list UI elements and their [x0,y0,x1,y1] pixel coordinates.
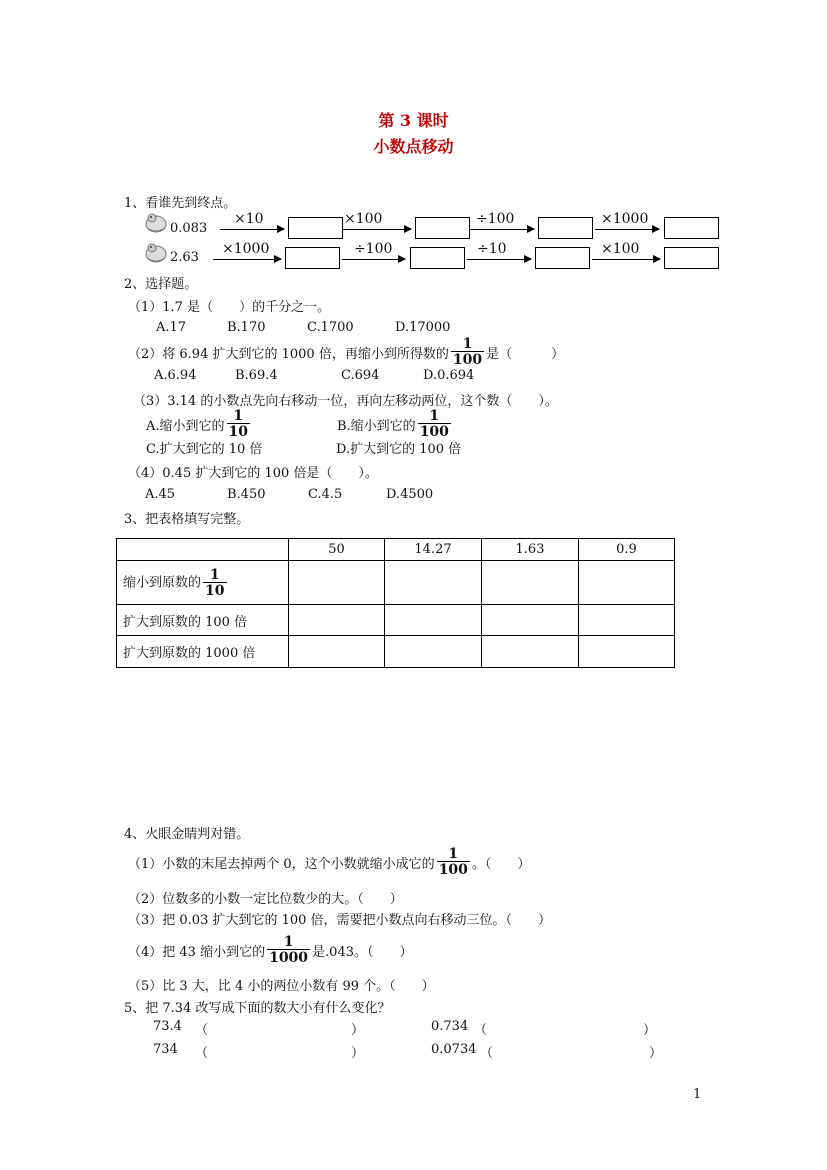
q4-s1-answer[interactable]: 。（ ） [471,856,531,872]
q2-p4-opt-a[interactable]: A.45 [145,487,176,502]
fraction: $\frac{1}{100}$ [452,336,483,368]
animal-icon [143,240,169,264]
fraction: $\frac{1}{100}$ [419,408,449,440]
table-row [117,605,675,636]
q2-p4-stem: （4）0.45 扩大到它的 100 倍是（ ）。 [128,466,378,481]
op-2-3: ÷10 [477,241,507,257]
answer-cell[interactable] [482,605,579,636]
answer-box-1-4[interactable] [664,217,719,239]
fraction: $\frac{1}{100}$ [438,846,468,878]
answer-cell[interactable] [289,636,385,668]
fraction: $\frac{1}{10}$ [205,566,225,599]
q2-p2-opt-d[interactable]: D.0.694 [423,368,475,383]
op-1-2: ×100 [344,211,383,227]
answer-box-2-3[interactable] [535,247,590,269]
q2-p2-stem-a: （2）将 6.94 扩大到它的 1000 倍，再缩小到所得数的 [128,346,449,362]
q2-p3-opt-b[interactable] [337,406,453,442]
answer-box-2-4[interactable] [664,247,719,269]
arrow-2-2 [342,259,405,260]
q5-num: 0.734 [431,1019,469,1034]
q2-p1-stem: （1）1.7 是（ ）的千分之一。 [128,300,331,315]
animal-icon [143,210,169,234]
arrow-1-4 [595,229,659,230]
q2-p2-stem-b: 是（ ） [486,346,565,362]
start-value-2: 2.63 [170,250,199,265]
q4-s5[interactable]: （5）比 3 大，比 4 小的两位小数有 99 个。（ ） [128,979,435,994]
q2-p3-opt-a[interactable] [146,406,252,442]
table-row [117,636,675,668]
table-header-row [117,539,675,561]
q2-p1-opt-c[interactable]: C.1700 [307,320,354,335]
q2-p1-opt-a[interactable]: A.17 [156,320,187,335]
table-row [117,561,675,605]
q4-s4-answer[interactable]: 是.043。（ ） [312,944,413,960]
answer-cell[interactable] [289,561,385,605]
q4-s4-text: （4）把 43 缩小到它的 [128,944,266,960]
answer-box-2-2[interactable] [410,247,465,269]
q4-s3[interactable]: （3）把 0.03 扩大到它的 100 倍，需要把小数点向右移动三位。（ ） [128,913,552,928]
column-header: 0.9 [579,539,675,561]
q5-answer-blank[interactable]: （ ） [480,1046,663,1061]
q4-s4 [128,930,413,970]
answer-box-1-3[interactable] [538,217,593,239]
answer-cell[interactable] [385,605,482,636]
topic-title: 小数点移动 [373,137,454,156]
q4-s1-text: （1）小数的末尾去掉两个 0，这个小数就缩小成它的 [128,856,435,872]
q2-p2-line [128,334,564,370]
q2-p4-opt-d[interactable]: D.4500 [386,487,434,502]
lesson-title: 第 3 课时 [378,111,449,130]
q5-title: 5、把 7.34 改写成下面的数大小有什么变化？ [124,1001,391,1016]
fraction: $\frac{1}{10}$ [228,408,249,440]
q2-p4-opt-c[interactable]: C.4.5 [308,487,343,502]
q2-p1-opt-d[interactable]: D.17000 [395,320,451,335]
fill-table [116,538,675,668]
q1-title: 1、看谁先到终点。 [124,196,237,211]
fraction: $\frac{1}{1000}$ [269,934,309,966]
q2-p3-stem: （3）3.14 的小数点先向右移动一位，再向左移动两位，这个数（ ）。 [133,394,558,409]
start-value-1: 0.083 [170,221,208,236]
answer-cell[interactable] [385,561,482,605]
answer-cell[interactable] [289,605,385,636]
row-label [117,561,289,605]
column-header: 14.27 [385,539,482,561]
arrow-1-2 [343,229,411,230]
arrow-2-1 [213,259,281,260]
answer-box-2-1[interactable] [285,247,340,269]
op-1-1: ×10 [234,211,264,227]
q2-p1-opt-b[interactable]: B.170 [227,320,266,335]
arrow-1-1 [220,229,284,230]
op-2-4: ×100 [601,241,640,257]
answer-cell[interactable] [579,605,675,636]
row-label: 扩大到原数的 1000 倍 [117,636,289,668]
op-1-3: ÷100 [476,211,515,227]
q4-title: 4、火眼金睛判对错。 [124,827,250,842]
column-header: 1.63 [482,539,579,561]
answer-box-1-2[interactable] [415,217,470,239]
row-label-text: 缩小到原数的 [123,575,202,590]
q2-p3-opt-d[interactable]: D.扩大到它的 100 倍 [336,442,462,457]
row-label: 扩大到原数的 100 倍 [117,605,289,636]
op-2-1: ×1000 [222,241,270,257]
q5-num: 0.0734 [431,1042,477,1057]
q2-p4-opt-b[interactable]: B.450 [227,487,266,502]
arrow-2-4 [592,259,660,260]
arrow-2-3 [467,259,531,260]
page-number: 1 [693,1087,702,1102]
answer-cell[interactable] [385,636,482,668]
column-header: 50 [289,539,385,561]
q5-num: 734 [153,1042,178,1057]
table-corner-cell [117,539,289,561]
q5-answer-blank[interactable]: （ ） [195,1023,365,1038]
q5-num: 73.4 [153,1019,182,1034]
answer-cell[interactable] [482,561,579,605]
op-1-4: ×1000 [601,211,649,227]
q2-p2-opt-c[interactable]: C.694 [341,368,380,383]
q5-answer-blank[interactable]: （ ） [474,1023,657,1038]
arrow-1-3 [470,229,534,230]
q2-p2-opt-b[interactable]: B.69.4 [235,368,278,383]
q2-p3-opt-a-label: A.缩小到它的 [146,418,225,434]
q2-p3-opt-c[interactable]: C.扩大到它的 10 倍 [146,442,263,457]
q2-p3-opt-b-label: B.缩小到它的 [337,418,416,434]
q3-title: 3、把表格填写完整。 [124,512,250,527]
answer-box-1-1[interactable] [288,217,343,239]
answer-cell[interactable] [579,561,675,605]
q2-p2-opt-a[interactable]: A.6.94 [154,368,197,383]
q2-title: 2、选择题。 [124,277,198,292]
op-2-2: ÷100 [354,241,393,257]
q5-answer-blank[interactable]: （ ） [195,1046,365,1061]
q4-s2[interactable]: （2）位数多的小数一定比位数少的大。（ ） [128,892,403,907]
q4-s1 [128,843,530,881]
answer-cell[interactable] [579,636,675,668]
answer-cell[interactable] [482,636,579,668]
